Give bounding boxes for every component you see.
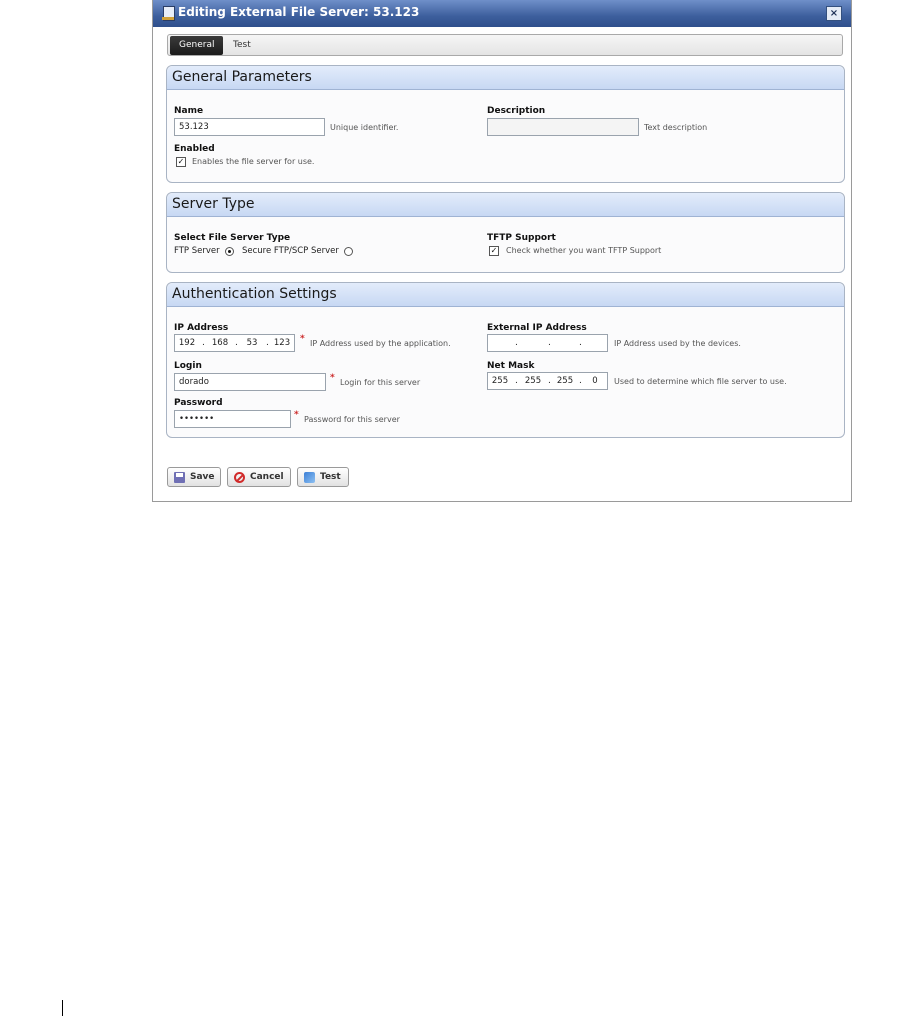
ip-address-hint: IP Address used by the application.	[310, 339, 451, 348]
login-hint: Login for this server	[340, 378, 421, 387]
save-icon	[174, 472, 185, 483]
net-mask-input[interactable]: 255 . 255 . 255 . 0	[487, 372, 608, 390]
server-type-header	[167, 193, 844, 217]
name-label: Name	[174, 106, 204, 116]
secure-server-radio[interactable]	[344, 247, 353, 256]
general-parameters-header	[167, 66, 844, 90]
file-server-icon	[163, 6, 175, 21]
ip-octet: 123	[273, 338, 291, 348]
authentication-header	[167, 283, 844, 307]
ip-address-label: IP Address	[174, 323, 229, 333]
save-button-label: Save	[190, 472, 215, 482]
enabled-label: Enabled	[174, 144, 215, 154]
ip-octet: 168	[211, 338, 229, 348]
dialog-titlebar[interactable]	[153, 0, 851, 27]
netmask-octet: 255	[556, 376, 574, 386]
cancel-button-label: Cancel	[250, 472, 284, 482]
password-hint: Password for this server	[304, 415, 400, 424]
panel-title: Server Type	[172, 196, 255, 212]
tftp-support-hint: Check whether you want TFTP Support	[506, 246, 662, 255]
tab-test[interactable]: Test	[233, 40, 251, 50]
password-input[interactable]	[174, 410, 291, 428]
netmask-octet: 0	[592, 376, 598, 386]
net-mask-label: Net Mask	[487, 361, 535, 371]
tftp-support-label: TFTP Support	[487, 233, 556, 243]
general-parameters-panel	[166, 65, 845, 183]
description-input[interactable]	[487, 118, 639, 136]
secure-server-label: Secure FTP/SCP Server	[242, 246, 339, 256]
login-input[interactable]	[174, 373, 326, 391]
close-icon[interactable]: ×	[826, 6, 842, 21]
authentication-panel	[166, 282, 845, 438]
save-button[interactable]	[167, 467, 221, 487]
test-button[interactable]	[297, 467, 349, 487]
panel-title: General Parameters	[172, 69, 312, 85]
enabled-hint: Enables the file server for use.	[192, 157, 315, 166]
server-type-panel	[166, 192, 845, 273]
tftp-support-checkbox[interactable]: ✓	[490, 246, 498, 255]
tab-bar	[167, 34, 843, 56]
name-input[interactable]	[174, 118, 325, 136]
external-ip-label: External IP Address	[487, 323, 587, 333]
password-label: Password	[174, 398, 223, 408]
test-button-label: Test	[320, 472, 341, 482]
enabled-checkbox[interactable]: ✓	[177, 157, 185, 166]
external-ip-hint: IP Address used by the devices.	[614, 339, 741, 348]
tab-general[interactable]: General	[170, 36, 223, 55]
required-icon: *	[294, 410, 299, 420]
cancel-button[interactable]	[227, 467, 291, 487]
dialog-title: Editing External File Server: 53.123	[178, 5, 420, 19]
ftp-server-radio[interactable]	[225, 247, 234, 256]
login-label: Login	[174, 361, 202, 371]
description-label: Description	[487, 106, 546, 116]
external-ip-input[interactable]: . . .	[487, 334, 608, 352]
edit-file-server-dialog	[152, 0, 852, 502]
required-icon: *	[300, 334, 305, 344]
select-type-label: Select File Server Type	[174, 233, 291, 243]
netmask-octet: 255	[524, 376, 542, 386]
ip-octet: 53	[246, 338, 258, 348]
ip-octet: 192	[178, 338, 196, 348]
net-mask-hint: Used to determine which file server to use.	[614, 377, 787, 386]
cancel-icon	[234, 472, 245, 483]
description-hint: Text description	[644, 123, 708, 132]
panel-title: Authentication Settings	[172, 286, 337, 302]
test-icon	[304, 472, 315, 483]
name-hint: Unique identifier.	[330, 123, 399, 132]
ftp-server-label: FTP Server	[174, 246, 220, 256]
ip-address-input[interactable]: 192 . 168 . 53 . 123	[174, 334, 295, 352]
netmask-octet: 255	[491, 376, 509, 386]
required-icon: *	[330, 373, 335, 383]
page-margin-rule	[62, 1000, 63, 1016]
